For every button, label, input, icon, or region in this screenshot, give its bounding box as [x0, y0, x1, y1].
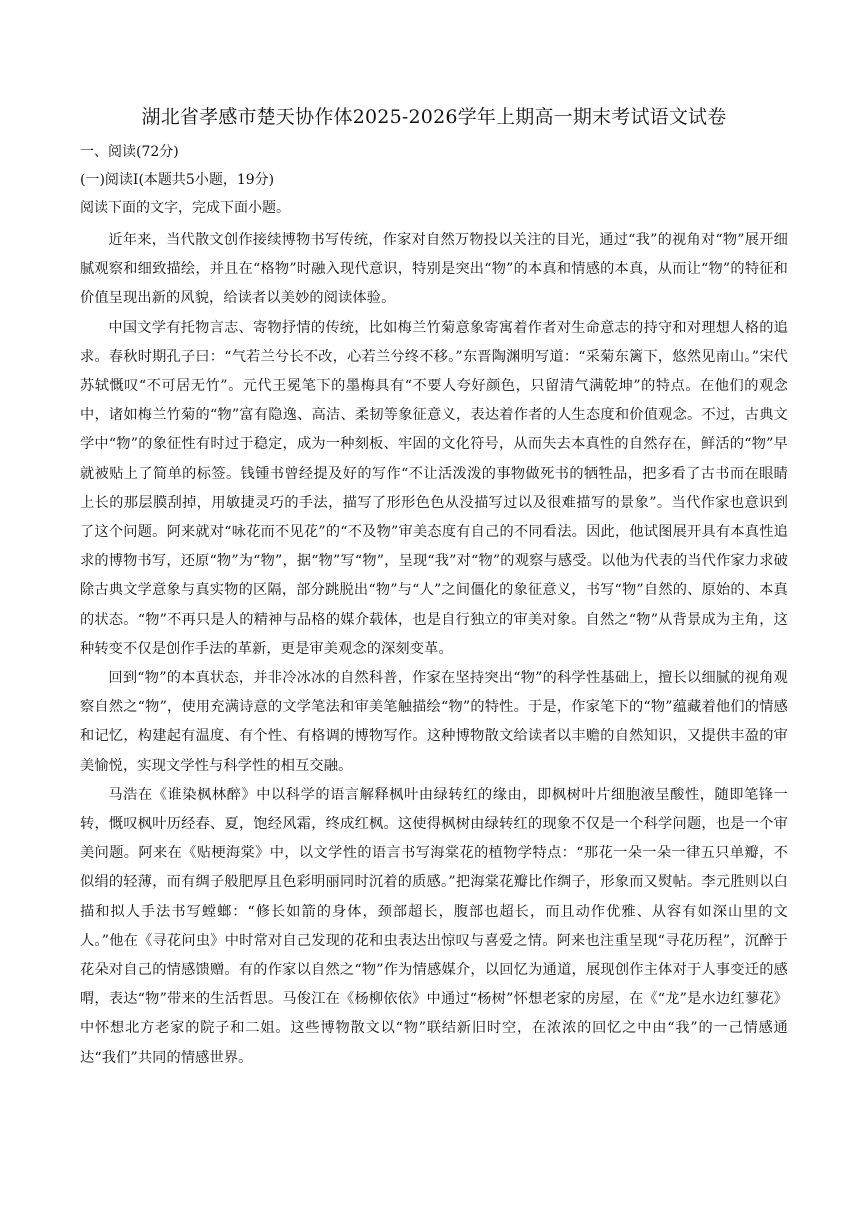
body-paragraph-2: 中国文学有托物言志、寄物抒情的传统，比如梅兰竹菊意象寄寓着作者对生命意志的持守和对理想人格的追求。春秋时期孔子曰：“气若兰兮长不改，心若兰兮终不移。”东晋陶渊明写道：“采菊东篱下，悠然见南山。”宋代苏轼慨叹“不可居无竹”。元代王冕笔下的墨梅具有“不要人夸好颜色，只留清气满乾坤”的特点。在他们的观念中，诸如梅兰竹菊的“物”富有隐逸、高洁、柔韧等象征意义，表达着作者的人生态度和价值观念。不过，古典文学中“物”的象征性有时过于稳定，成为一种刻板、牢固的文化符号，从而失去本真性的自然存在，鲜活的“物”早就被贴上了简单的标签。钱锺书曾经提及好的写作“不让活泼泼的事物做死书的牺牲品，把多看了古书而在眼睛上长的那层膜刮掉，用敏捷灵巧的手法，描写了形形色色从没描写过以及很难描写的景象”。当代作家也意识到了这个问题。阿来就对“咏花而不见花”的“不及物”审美态度有自己的不同看法。因此，他试图展开具有本真性追求的博物书写，还原“物”为“物”，据“物”写“物”，呈现“我”对“物”的观察与感受。以他为代表的当代作家力求破除古典文学意象与真实物的区隔，部分跳脱出“物”与“人”之间僵化的象征意义，书写“物”自然的、原始的、本真的状态。“物”不再只是人的精神与品格的媒介载体，也是自行独立的审美对象。自然之“物”从背景成为主角，这种转变不仅是创作手法的革新，更是审美观念的深刻变革。 — [80, 319, 788, 657]
exam-title: 湖北省孝感市楚天协作体2025-2026学年上期高一期末考试语文试卷 — [141, 106, 727, 128]
instruction-text: 阅读下面的文字，完成下面小题。 — [80, 200, 290, 216]
body-paragraph-3: 回到“物”的本真状态，并非冷冰冰的自然科普，作家在坚持突出“物”的科学性基础上，擅长以细腻的视角观察自然之“物”，使用充满诗意的文学笔法和审美笔触描绘“物”的特性。于是，作家笔下的“物”蕴藏着他们的情感和记忆，构建起有温度、有个性、有格调的博物写作。这种博物散文给读者以丰赡的自然知识，又提供丰盈的审美愉悦，实现文学性与科学性的相互交融。 — [80, 670, 788, 774]
section-heading: 一、阅读(72分) — [80, 144, 179, 160]
subsection-heading: (一)阅读Ⅰ(本题共5小题，19分) — [80, 172, 275, 188]
body-paragraph-1: 近年来，当代散文创作接续博物书写传统，作家对自然万物投以关注的目光，通过“我”的视角对“物”展开细腻观察和细致描绘，并且在“格物”时融入现代意识，特别是突出“物”的本真和情感的本真，从而让“物”的特征和价值呈现出新的风貌，给读者以美妙的阅读体验。 — [80, 232, 788, 307]
body-paragraph-4: 马浩在《谁染枫林醉》中以科学的语言解释枫叶由绿转红的缘由，即枫树叶片细胞液呈酸性，随即笔锋一转，慨叹枫叶历经春、夏，饱经风霜，终成红枫。这使得枫树由绿转红的现象不仅是一个科学问题，也是一个审美问题。阿来在《贴梗海棠》中，以文学性的语言书写海棠花的植物学特点：“那花一朵一朵一律五只单瓣，不似绢的轻薄，而有绸子般肥厚且色彩明丽同时沉着的质感。”把海棠花瓣比作绸子，形象而又熨帖。李元胜则以白描和拟人手法书写螳螂：“修长如箭的身体，颈部超长，腹部也超长，而且动作优雅、从容有如深山里的文人。”他在《寻花问虫》中时常对自己发现的花和虫表达出惊叹与喜爱之情。阿来也注重呈现“寻花历程”，沉醉于花朵对自己的情感馈赠。有的作家以自然之“物”作为情感媒介，以回忆为通道，展现创作主体对于人事变迁的感喟，表达“物”带来的生活哲思。马俊江在《杨柳依依》中通过“杨树”怀想老家的房屋，在《“龙”是水边红蓼花》中怀想北方老家的院子和二姐。这些博物散文以“物”联结新旧时空，在浓浓的回忆之中由“我”的一己情感通达“我们”共同的情感世界。 — [80, 786, 788, 1066]
